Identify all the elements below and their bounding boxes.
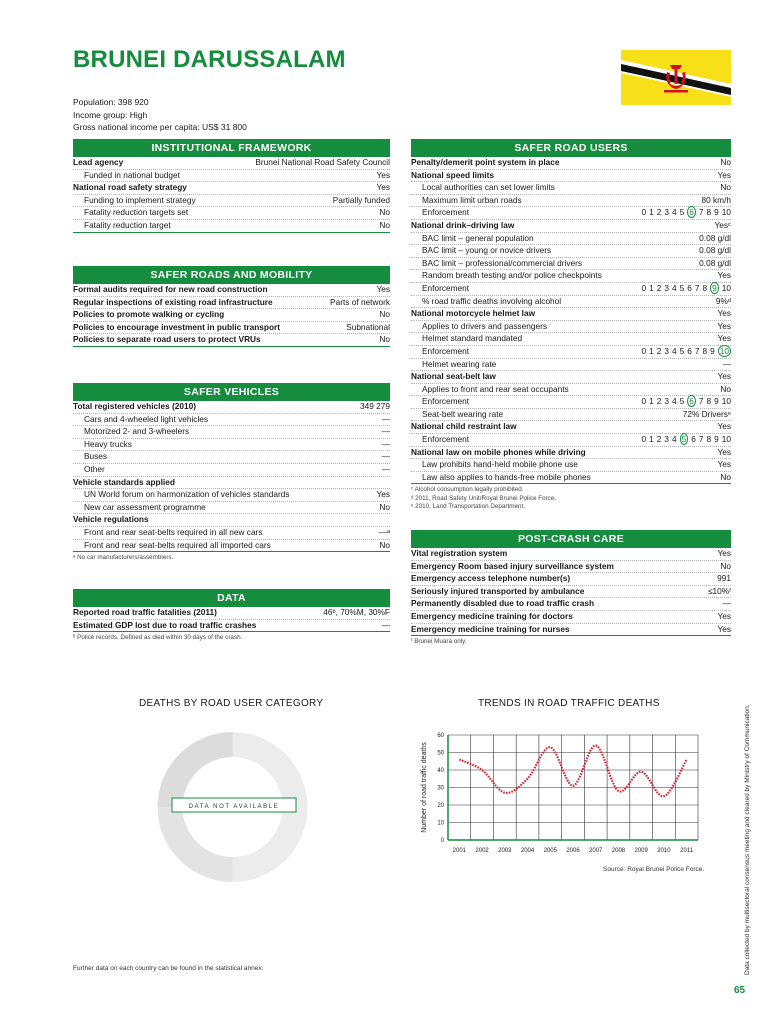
scale-digit: 1 <box>649 434 654 445</box>
scale-digit: 7 <box>694 345 700 356</box>
safer-vehicles-notes <box>73 554 390 563</box>
row-label: New car assessment programme <box>84 501 206 512</box>
trends-source: Source: Royal Brunei Police Force. <box>603 866 705 873</box>
scale-digit: 10 <box>719 345 729 356</box>
data-notes <box>73 634 390 643</box>
row-value: Yes <box>376 284 390 294</box>
row-value: — <box>381 619 390 630</box>
row-label: Emergency Room based injury surveillance system <box>411 560 614 571</box>
row-value: No <box>379 501 390 512</box>
table-row <box>411 321 731 334</box>
scale-digit: 9 <box>714 207 719 218</box>
table-row <box>411 384 731 397</box>
scale-digit: 3 <box>664 345 670 356</box>
table-row <box>411 182 731 195</box>
row-label: Motorized 2- and 3-wheelers <box>84 426 190 437</box>
row-label: Applies to front and rear seat occupants <box>422 383 569 394</box>
scale-digit: 8 <box>706 396 712 407</box>
row-value: Partially funded <box>332 194 390 205</box>
post-crash-header: POST-CRASH CARE <box>411 530 731 548</box>
country-meta <box>73 96 247 134</box>
row-value: —ᵃ <box>378 526 390 537</box>
x-tick-label: 2002 <box>475 848 489 854</box>
row-label: Emergency access telephone number(s) <box>411 573 571 584</box>
scale-digit: 10 <box>721 434 731 445</box>
row-label: Local authorities can set lower limits <box>422 182 555 193</box>
scale-digit: 6 <box>691 434 696 445</box>
table-row <box>411 396 731 409</box>
row-value: Yes <box>376 489 390 500</box>
table-row <box>73 439 390 452</box>
scale-digit: 8 <box>702 282 708 293</box>
table-row <box>411 409 731 422</box>
footnote: ᵇ Police records. Defined as died within 30 days of the crash. <box>73 634 243 642</box>
row-value: Yes <box>717 421 731 432</box>
y-tick-label: 60 <box>437 733 444 739</box>
table-row <box>73 464 390 477</box>
row-label: Cars and 4-wheeled light vehicles <box>84 413 209 424</box>
table-row <box>411 233 731 246</box>
table-row <box>73 489 390 502</box>
row-label: Seriously injured transported by ambulance <box>411 585 585 596</box>
row-label: Reported road traffic fatalities (2011) <box>73 607 217 617</box>
table-row <box>73 284 390 297</box>
deaths-donut-chart <box>150 727 315 887</box>
row-label: Enforcement <box>422 396 470 407</box>
scale-digit: 4 <box>672 396 677 407</box>
y-tick-label: 50 <box>437 750 444 757</box>
table-row <box>73 220 390 233</box>
row-label: National drink–driving law <box>411 219 515 230</box>
row-value: — <box>381 413 390 424</box>
row-label: Maximum limit urban roads <box>422 194 522 205</box>
x-tick-label: 2009 <box>634 848 648 854</box>
row-value: Parts of network <box>330 296 390 307</box>
scale-digit: 0 <box>641 207 647 218</box>
safer-roads-rows <box>73 284 390 347</box>
row-value: — <box>722 598 731 609</box>
x-tick-label: 2004 <box>520 848 535 854</box>
row-label: Policies to promote walking or cycling <box>73 309 225 320</box>
row-label: Regular inspections of existing road infrastructure <box>73 296 273 307</box>
table-row <box>411 611 731 624</box>
y-tick-label: 30 <box>437 785 444 792</box>
scale-digit: 8 <box>706 207 712 218</box>
post-crash-panel <box>411 530 731 647</box>
scale-digit: 2 <box>656 345 662 356</box>
x-tick-label: 2003 <box>498 848 512 854</box>
scale-digit: 5 <box>679 207 685 218</box>
table-row <box>411 220 731 233</box>
data-rows <box>73 607 390 632</box>
row-label: Other <box>84 463 105 474</box>
row-value: 72% Driversᵉ <box>682 408 731 419</box>
row-label: Random breath testing and/or police checkpoints <box>422 270 602 281</box>
enforcement-scale <box>635 346 731 358</box>
table-row <box>411 359 731 372</box>
table-row <box>411 459 731 472</box>
row-label: National motorcycle helmet law <box>411 308 536 319</box>
row-value <box>386 477 390 489</box>
row-label: National road safety strategy <box>73 182 187 193</box>
data-not-available-label: DATA NOT AVAILABLE <box>188 804 280 810</box>
table-row <box>411 573 731 586</box>
row-label: Helmet standard mandated <box>422 333 523 344</box>
row-label: National speed limits <box>411 169 494 180</box>
scale-digit: 10 <box>721 207 731 218</box>
table-row <box>73 170 390 183</box>
row-label: Enforcement <box>422 207 470 218</box>
scale-digit: 6 <box>687 345 692 356</box>
scale-digit: 1 <box>649 282 654 293</box>
row-label: Formal audits required for new road construction <box>73 284 268 294</box>
row-value: Yes <box>717 623 731 634</box>
scale-digit: 1 <box>649 396 654 407</box>
row-label: BAC limit – general population <box>422 232 534 243</box>
row-label: Emergency medicine training for nurses <box>411 623 570 634</box>
scale-digit: 6 <box>689 396 694 407</box>
scale-digit: 8 <box>706 434 712 445</box>
table-row <box>73 451 390 464</box>
scale-digit: 1 <box>649 207 654 218</box>
y-tick-label: 10 <box>437 820 444 827</box>
scale-digit: 9 <box>710 345 715 356</box>
scale-digit: 0 <box>641 396 647 407</box>
table-row <box>73 540 390 553</box>
row-label: Permanently disabled due to road traffic crash <box>411 598 595 609</box>
scale-digit: 10 <box>721 396 731 407</box>
row-label: Enforcement <box>422 434 470 445</box>
trends-title: TRENDS IN ROAD TRAFFIC DEATHS <box>478 698 660 709</box>
row-label: National child restraint law <box>411 421 517 432</box>
side-note <box>736 704 751 975</box>
row-value: No <box>379 539 390 550</box>
row-label: Estimated GDP lost due to road traffic crashes <box>73 619 257 630</box>
footnote: ᵈ 2011, Road Safety Unit/Royal Brunei Police Force. <box>411 494 557 502</box>
scale-digit: 10 <box>721 282 731 293</box>
y-tick-label: 0 <box>440 838 444 844</box>
row-value: — <box>381 463 390 474</box>
row-label: % road traffic deaths involving alcohol <box>422 295 562 306</box>
row-value: No <box>379 309 390 320</box>
row-value: — <box>722 358 731 369</box>
table-row <box>73 401 390 414</box>
y-tick-label: 40 <box>437 768 444 774</box>
scale-digit: 7 <box>698 434 704 445</box>
row-value: No <box>720 471 731 482</box>
x-tick-label: 2006 <box>566 848 580 854</box>
table-row <box>411 283 731 296</box>
table-row <box>73 426 390 439</box>
row-label: Enforcement <box>422 282 470 293</box>
table-row <box>411 598 731 611</box>
table-row <box>411 258 731 271</box>
scale-digit: 9 <box>714 396 719 407</box>
safer-road-users-notes <box>411 486 731 512</box>
row-value: No <box>720 182 731 193</box>
row-value: Brunei National Road Safety Council <box>255 157 390 167</box>
scale-digit: 2 <box>656 282 662 293</box>
row-label: Front and rear seat-belts required all imported cars <box>84 539 271 550</box>
row-value: 991 <box>717 573 731 584</box>
scale-digit: 2 <box>656 434 662 445</box>
table-row <box>73 297 390 310</box>
table-row <box>411 447 731 460</box>
institutional-framework-panel <box>73 139 390 233</box>
row-value: 0.08 g/dl <box>699 245 731 256</box>
table-row <box>73 157 390 170</box>
row-value: — <box>381 451 390 462</box>
safer-roads-panel <box>73 266 390 347</box>
table-row <box>73 195 390 208</box>
table-row <box>73 502 390 515</box>
row-label: National law on mobile phones while driving <box>411 446 586 457</box>
footer-note: Further data on each country can be found in the statistical annex. <box>73 965 264 972</box>
side-note-text: Data collected by multisectoral consensus meeting and cleared by Ministry of Communication. <box>744 704 751 975</box>
post-crash-rows <box>411 548 731 636</box>
row-value: No <box>720 560 731 571</box>
page-number: 65 <box>734 985 746 996</box>
safer-road-users-rows <box>411 157 731 484</box>
row-value: Yes <box>717 270 731 281</box>
institutional-framework-header: INSTITUTIONAL FRAMEWORK <box>73 139 390 157</box>
scale-digit: 0 <box>641 434 647 445</box>
row-label: Funded in national budget <box>84 169 180 180</box>
table-row <box>73 182 390 195</box>
population: Population: 398 920 <box>73 97 149 107</box>
deaths-by-category-title: DEATHS BY ROAD USER CATEGORY <box>139 698 324 709</box>
row-value: 0.08 g/dl <box>699 232 731 243</box>
gni: Gross national income per capita: US$ 31 800 <box>73 122 247 132</box>
table-row <box>411 434 731 447</box>
enforcement-scale <box>635 207 731 219</box>
row-value: No <box>720 157 731 167</box>
scale-digit: 7 <box>698 207 704 218</box>
row-value: 46ᵇ, 70%M, 30%F <box>323 607 390 617</box>
scale-digit: 3 <box>664 434 670 445</box>
table-row <box>411 561 731 574</box>
safer-road-users-header: SAFER ROAD USERS <box>411 139 731 157</box>
scale-digit: 5 <box>679 345 685 356</box>
table-row <box>73 514 390 527</box>
row-label: Fatality reduction target <box>84 219 171 230</box>
row-label: Applies to drivers and passengers <box>422 320 547 331</box>
row-value: No <box>379 207 390 218</box>
y-axis-label: Number of road traffic deaths <box>421 742 428 833</box>
scale-digit: 3 <box>664 207 670 218</box>
row-label: National seat-belt law <box>411 371 496 382</box>
table-row <box>411 371 731 384</box>
scale-digit: 9 <box>714 434 719 445</box>
row-label: Lead agency <box>73 157 124 167</box>
scale-digit: 5 <box>679 396 685 407</box>
table-row <box>73 309 390 322</box>
scale-digit: 3 <box>664 396 670 407</box>
row-label: Fatality reduction targets set <box>84 207 189 218</box>
row-label: Total registered vehicles (2010) <box>73 401 196 411</box>
row-label: Policies to separate road users to protect VRUs <box>73 334 261 345</box>
row-value: 80 km/h <box>701 194 731 205</box>
row-label: Funding to implement strategy <box>84 194 196 205</box>
scale-digit: 6 <box>689 207 694 218</box>
table-row <box>73 527 390 540</box>
row-label: Enforcement <box>422 345 470 356</box>
y-tick-label: 20 <box>437 803 444 809</box>
footnote: ᶜ Alcohol consumption legally prohibited. <box>411 486 524 494</box>
row-value: Yes <box>376 169 390 180</box>
scale-digit: 2 <box>656 396 662 407</box>
table-row <box>73 607 390 620</box>
scale-digit: 6 <box>687 282 692 293</box>
scale-digit: 4 <box>672 207 677 218</box>
table-row <box>411 245 731 258</box>
row-label: Vital registration system <box>411 548 508 558</box>
post-crash-notes <box>411 638 731 647</box>
row-value: No <box>379 219 390 230</box>
scale-digit: 0 <box>641 282 647 293</box>
table-row <box>411 157 731 170</box>
row-value: — <box>381 438 390 449</box>
x-tick-label: 2008 <box>611 848 626 854</box>
safer-vehicles-rows <box>73 401 390 552</box>
table-row <box>411 308 731 321</box>
x-tick-label: 2007 <box>589 848 603 854</box>
row-value: Yes <box>717 459 731 470</box>
row-value: No <box>720 383 731 394</box>
table-row <box>411 472 731 485</box>
row-value: Yes <box>376 182 390 193</box>
table-row <box>411 296 731 309</box>
row-value: Yes <box>717 446 731 457</box>
row-value: Yes <box>717 371 731 382</box>
x-tick-label: 2005 <box>543 848 557 854</box>
row-label: Law prohibits hand-held mobile phone use <box>422 459 578 470</box>
row-value: 9%ᵈ <box>715 295 731 306</box>
scale-digit: 8 <box>702 345 708 356</box>
x-tick-label: 2011 <box>680 848 694 854</box>
scale-digit: 9 <box>712 282 717 293</box>
scale-digit: 4 <box>672 345 677 356</box>
row-label: Law also applies to hands-free mobile phones <box>422 471 591 482</box>
scale-digit: 7 <box>694 282 700 293</box>
safer-road-users-panel <box>411 139 731 512</box>
table-row <box>411 170 731 183</box>
row-label: Vehicle regulations <box>73 514 149 525</box>
safer-vehicles-header: SAFER VEHICLES <box>73 383 390 401</box>
row-value: — <box>381 426 390 437</box>
table-row <box>411 548 731 561</box>
row-label: Seat-belt wearing rate <box>422 408 504 419</box>
institutional-framework-rows <box>73 157 390 233</box>
data-panel <box>73 589 390 643</box>
row-label: Heavy trucks <box>84 438 132 449</box>
scale-digit: 4 <box>672 282 677 293</box>
row-value <box>386 514 390 526</box>
x-tick-label: 2001 <box>452 848 467 854</box>
safer-vehicles-panel <box>73 383 390 563</box>
scale-digit: 5 <box>681 434 687 445</box>
row-value: ≤10%ᶠ <box>707 585 731 596</box>
row-value: Yes <box>717 320 731 331</box>
row-value: Yes <box>717 610 731 621</box>
enforcement-scale <box>635 396 731 408</box>
row-label: BAC limit – professional/commercial drivers <box>422 257 582 268</box>
table-row <box>411 586 731 599</box>
income-group: Income group: High <box>73 109 148 120</box>
row-value: 0.08 g/dl <box>699 257 731 268</box>
data-header: DATA <box>73 589 390 607</box>
trends-line-chart <box>410 725 710 860</box>
row-value: Subnational <box>346 321 390 332</box>
row-value: Yesᶜ <box>714 219 731 230</box>
row-label: BAC limit – young or novice drivers <box>422 245 552 256</box>
safer-roads-header: SAFER ROADS AND MOBILITY <box>73 266 390 284</box>
row-label: Penalty/demerit point system in place <box>411 157 560 167</box>
scale-digit: 7 <box>698 396 704 407</box>
row-label: Policies to encourage investment in public transport <box>73 321 281 332</box>
row-value: Yes <box>717 308 731 319</box>
scale-digit: 3 <box>664 282 670 293</box>
row-value: Yes <box>717 333 731 344</box>
scale-digit: 1 <box>649 345 654 356</box>
table-row <box>73 620 390 633</box>
row-value: No <box>379 334 390 345</box>
enforcement-scale <box>635 283 731 295</box>
row-label: Vehicle standards applied <box>73 476 175 487</box>
table-row <box>411 195 731 208</box>
row-value: Yes <box>717 169 731 180</box>
table-row <box>411 624 731 637</box>
table-row <box>411 270 731 283</box>
table-row <box>73 477 390 490</box>
enforcement-scale <box>635 434 731 446</box>
country-title: BRUNEI DARUSSALAM <box>73 46 346 73</box>
footnote: ᵃ No car manufacturers/assemblers. <box>73 554 174 562</box>
row-label: Emergency medicine training for doctors <box>411 610 573 621</box>
scale-digit: 0 <box>641 345 647 356</box>
table-row <box>73 334 390 347</box>
row-value: Yes <box>717 548 731 558</box>
table-row <box>73 322 390 335</box>
footnote: ᶠ Brunei Muara only. <box>411 638 467 646</box>
x-tick-label: 2010 <box>657 848 671 854</box>
table-row <box>73 207 390 220</box>
brunei-flag <box>621 50 731 105</box>
scale-digit: 5 <box>679 282 685 293</box>
scale-digit: 4 <box>672 434 677 445</box>
table-row <box>73 414 390 427</box>
row-label: Front and rear seat-belts required in all new cars <box>84 526 263 537</box>
table-row <box>411 333 731 346</box>
footnote: ᵉ 2010, Land Transportation Department. <box>411 503 526 511</box>
scale-digit: 2 <box>656 207 662 218</box>
row-label: Helmet wearing rate <box>422 358 497 369</box>
table-row <box>411 346 731 359</box>
row-label: UN World forum on harmonization of vehicles standards <box>84 489 290 500</box>
table-row <box>411 207 731 220</box>
row-label: Buses <box>84 451 108 462</box>
row-value: 349 279 <box>360 401 390 411</box>
